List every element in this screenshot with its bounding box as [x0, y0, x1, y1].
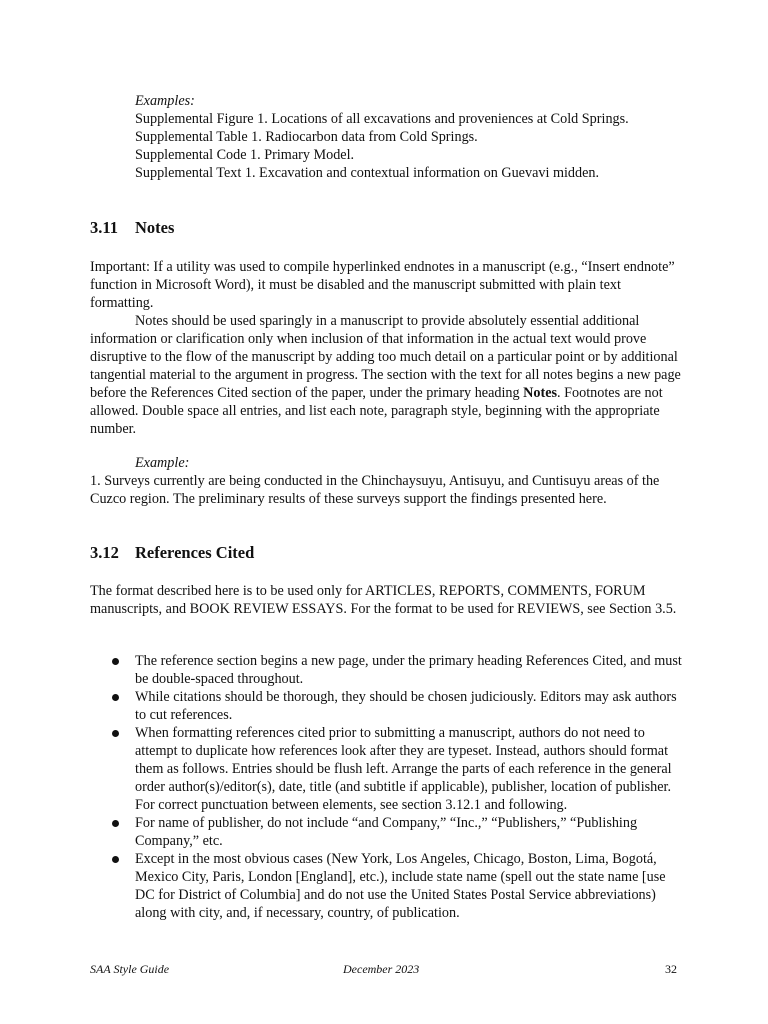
section-title: Notes: [135, 218, 175, 237]
list-item-text: For name of publisher, do not include “and Company,” “Inc.,” “Publishers,” “Publishing Company,” etc.: [135, 815, 638, 849]
bullet-icon: [112, 730, 119, 737]
list-item: [90, 724, 682, 814]
notes-body-text: Notes should be used sparingly in a manuscript to provide absolutely essential additional information or clarification only when inclusion of that information in the actual text would prove disruptive to the flow of the manuscript by adding too much detail on a particular point or by additional tangential material to the argument in progress. The section with the text for all notes begins a new page before the References Cited section of the paper, under the primary heading: [90, 313, 681, 401]
footer-guide-title: SAA Style Guide: [90, 962, 170, 976]
list-item-text: When formatting references cited prior to submitting a manuscript, authors do not need to attempt to duplicate how references look after they are typeset. Instead, authors should format them as follows. Entries should be flush left. Arrange the parts of each reference in the general order author(s)/editor(s), date, title (and subtitle if applicable), publisher, location of publisher. For correct punctuation between elements, see section 3.12.1 and following.: [135, 725, 672, 813]
section-heading-notes: [90, 218, 174, 238]
notes-important-paragraph: Important: If a utility was used to compile hyperlinked endnotes in a manuscript (e.g., “Insert endnote” function in Microsoft Word), it must be disabled and the manuscript submitted with plain text formatting.: [90, 259, 675, 311]
list-item: [90, 814, 682, 850]
references-intro-paragraph: The format described here is to be used only for ARTICLES, REPORTS, COMMENTS, FORUM manuscripts, and BOOK REVIEW ESSAYS. For the format to be used for REVIEWS, see Section 3.5.: [90, 583, 677, 617]
notes-body-paragraph: [90, 312, 682, 438]
list-item: [90, 652, 682, 688]
examples-label: Examples:: [135, 93, 195, 109]
example-item: Supplemental Table 1. Radiocarbon data from Cold Springs.: [135, 129, 478, 145]
example-item: Supplemental Text 1. Excavation and contextual information on Guevavi midden.: [135, 165, 600, 181]
example-item: Supplemental Figure 1. Locations of all excavations and proveniences at Cold Springs.: [135, 111, 629, 127]
section-number: 3.11: [90, 218, 118, 237]
list-item-text: The reference section begins a new page, under the primary heading References Cited, and must be double-spaced throughout.: [135, 653, 682, 687]
section-title: References Cited: [135, 543, 255, 562]
example-item: Supplemental Code 1. Primary Model.: [135, 147, 355, 163]
list-item: [90, 850, 682, 922]
bullet-icon: [112, 820, 119, 827]
notes-bold-heading: Notes: [523, 385, 558, 401]
bullet-icon: [112, 856, 119, 863]
references-bullet-list: [90, 652, 682, 922]
notes-example-label: Example:: [135, 455, 190, 471]
supplemental-examples: [135, 92, 735, 182]
list-item-text: While citations should be thorough, they should be chosen judiciously. Editors may ask authors to cut references.: [135, 689, 677, 723]
section-heading-references: [90, 543, 254, 563]
section-number: 3.12: [90, 543, 119, 562]
notes-body-text-end: . Footnotes are not allowed. Double space all entries, and list each note, paragraph style, beginning with the appropriate number.: [90, 385, 663, 437]
notes-example-text: 1. Surveys currently are being conducted in the Chinchaysuyu, Antisuyu, and Cuntisuyu areas of the Cuzco region. The preliminary results of these surveys support the findings presented here.: [90, 473, 660, 507]
list-item: [90, 688, 682, 724]
list-item-text: Except in the most obvious cases (New York, Los Angeles, Chicago, Boston, Lima, Bogotá, Mexico City, Paris, London [England], etc.), include state name (spell out the state name [use DC for District of Columbia] and do not use the United States Postal Service abbreviations) along with city, and, if necessary, country, of publication.: [135, 851, 666, 921]
bullet-icon: [112, 658, 119, 665]
bullet-icon: [112, 694, 119, 701]
footer-page-number: 32: [665, 962, 677, 976]
footer-date: December 2023: [343, 962, 420, 976]
